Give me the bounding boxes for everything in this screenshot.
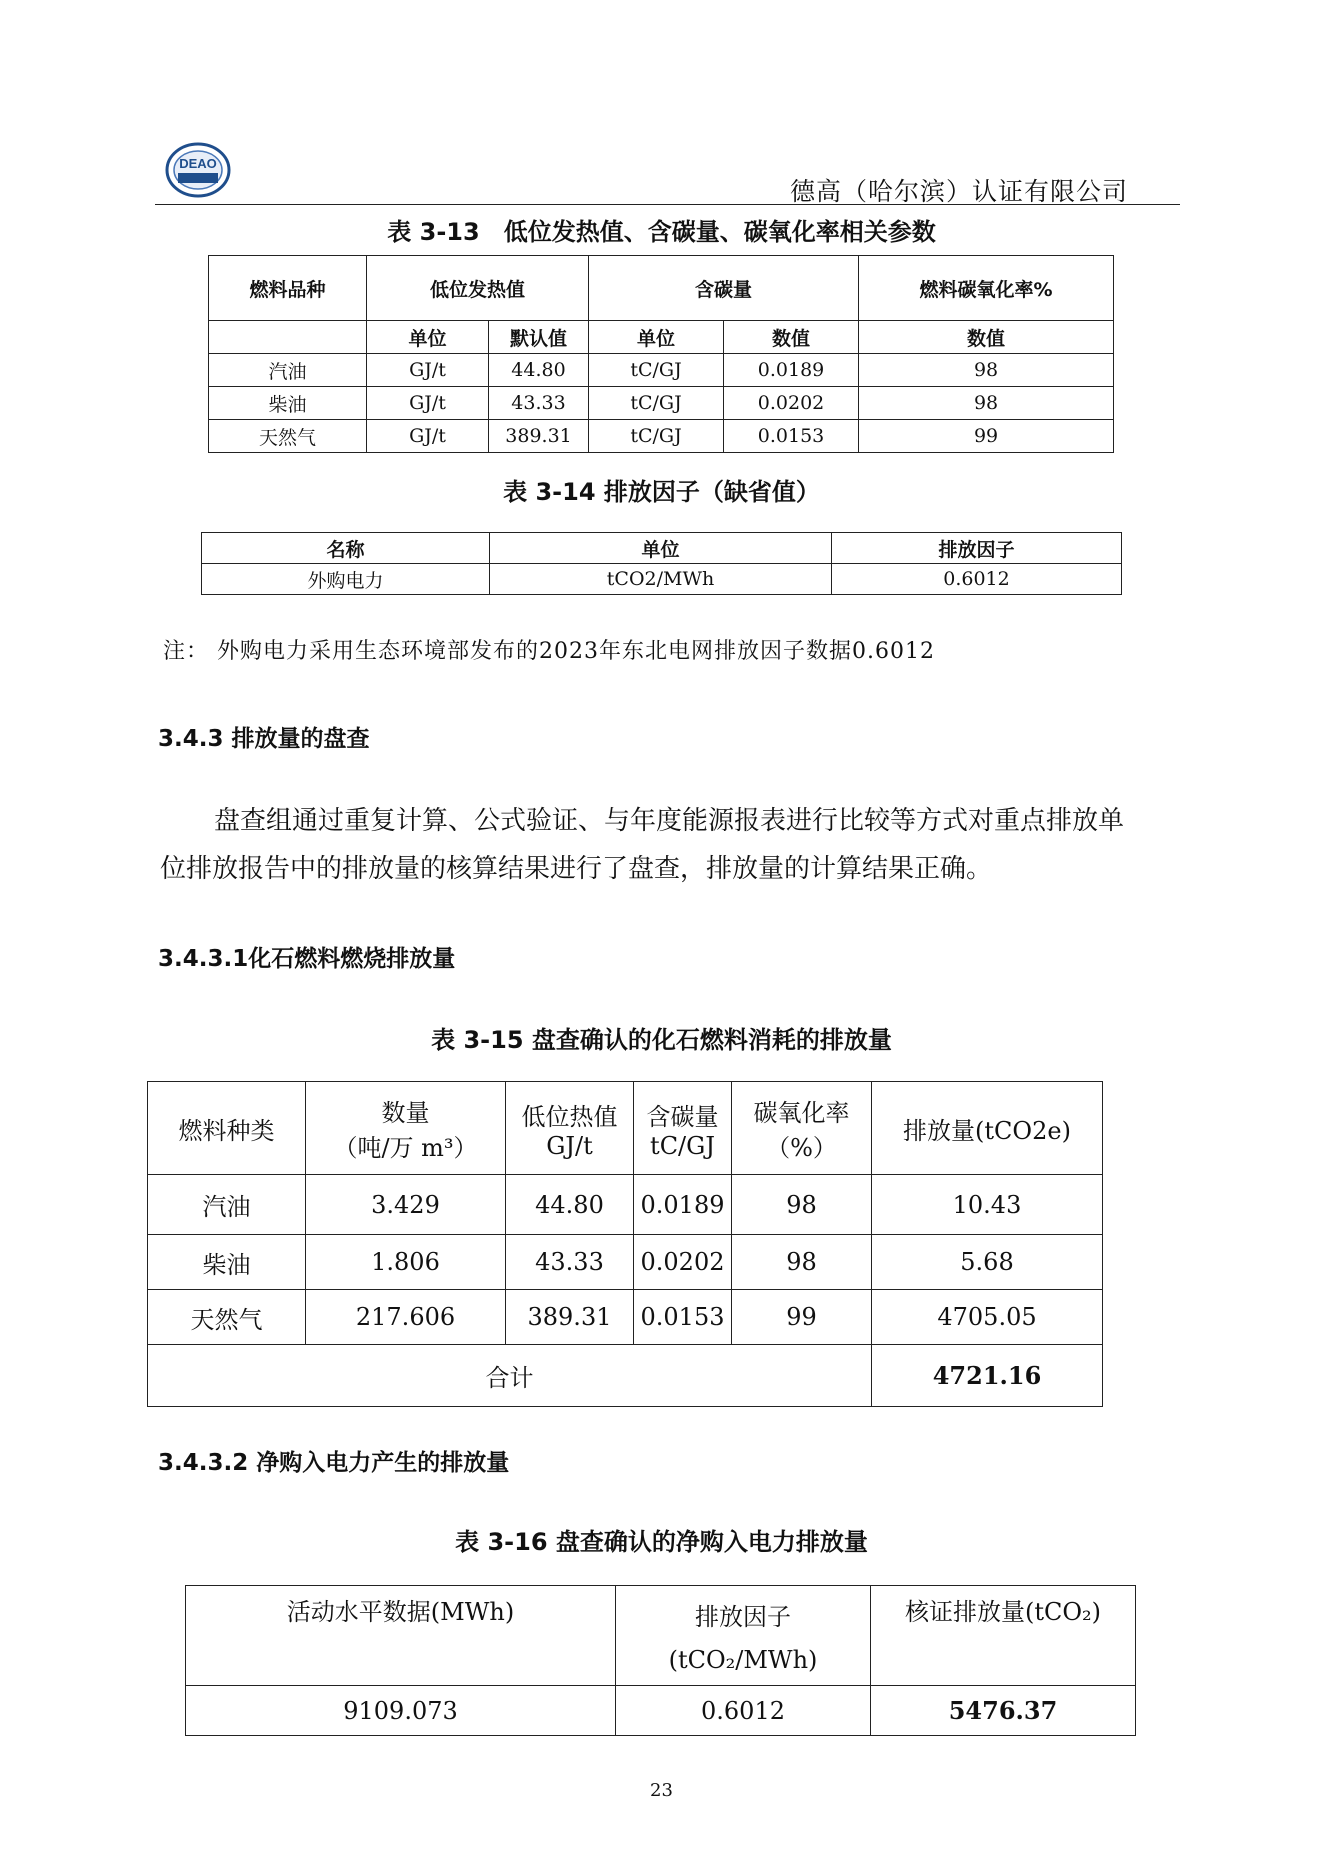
subheader-empty xyxy=(209,321,367,354)
header-oxidation-line2: （%） xyxy=(766,1134,837,1162)
header-carbon-line2: tC/GJ xyxy=(650,1131,715,1160)
subheader-default: 默认值 xyxy=(489,321,589,354)
header-unit: 单位 xyxy=(490,533,832,564)
company-name: 德高（哈尔滨）认证有限公司 xyxy=(790,177,1129,206)
header-factor-line1: 排放因子 xyxy=(695,1603,791,1631)
cell-ncv: 389.31 xyxy=(506,1290,634,1345)
header-ncv-line1: 低位热值 xyxy=(521,1102,618,1131)
cell-ncv: 389.31 xyxy=(489,420,589,453)
cell-factor: 0.6012 xyxy=(616,1686,871,1736)
cell-name: 外购电力 xyxy=(202,564,490,595)
header-oxidation xyxy=(732,1082,872,1175)
header-factor: 排放因子 xyxy=(832,533,1122,564)
header-fuel-type: 燃料种类 xyxy=(148,1082,306,1175)
subheader-unit: 单位 xyxy=(367,321,489,354)
table-3-14-caption: 表 3-14 排放因子（缺省值） xyxy=(503,478,820,506)
cell-quantity: 217.606 xyxy=(306,1290,506,1345)
header-oxidation: 燃料碳氧化率% xyxy=(859,256,1114,321)
header-carbon xyxy=(634,1082,732,1175)
cell-oxidation: 99 xyxy=(859,420,1114,453)
cell-emission: 5.68 xyxy=(872,1235,1103,1290)
cell-oxidation: 98 xyxy=(859,354,1114,387)
header-ncv xyxy=(506,1082,634,1175)
cell-unit: tC/GJ xyxy=(589,387,724,420)
header-activity: 活动水平数据(MWh) xyxy=(186,1586,616,1686)
table-3-14 xyxy=(201,532,1122,595)
header-emission: 排放量(tCO2e) xyxy=(872,1082,1103,1175)
header-carbon: 含碳量 xyxy=(589,256,859,321)
cell-unit: tC/GJ xyxy=(589,420,724,453)
table-3-15 xyxy=(147,1081,1103,1407)
cell-verified-emission: 5476.37 xyxy=(871,1686,1136,1736)
header-ncv-line2: GJ/t xyxy=(546,1131,593,1160)
cell-carbon: 0.0189 xyxy=(634,1175,732,1235)
header-oxidation-line1: 碳氧化率 xyxy=(753,1099,850,1127)
cell-factor: 0.6012 xyxy=(832,564,1122,595)
cell-fuel: 汽油 xyxy=(209,354,367,387)
cell-ncv: 43.33 xyxy=(506,1235,634,1290)
cell-carbon: 0.0202 xyxy=(724,387,859,420)
header-fuel: 燃料品种 xyxy=(209,256,367,321)
company-logo xyxy=(163,140,233,200)
header-quantity-line1: 数量 xyxy=(381,1099,430,1127)
cell-fuel-type: 柴油 xyxy=(148,1235,306,1290)
header-quantity-line2: （吨/万 m³） xyxy=(333,1134,478,1162)
paragraph-line-2: 位排放报告中的排放量的核算结果进行了盘查，排放量的计算结果正确。 xyxy=(160,854,993,884)
total-value: 4721.16 xyxy=(872,1345,1103,1407)
cell-unit: GJ/t xyxy=(367,420,489,453)
table-3-15-caption: 表 3-15 盘查确认的化石燃料消耗的排放量 xyxy=(431,1026,892,1054)
header-factor-line2: (tCO₂/MWh) xyxy=(668,1646,818,1674)
cell-quantity: 1.806 xyxy=(306,1235,506,1290)
table-row xyxy=(209,420,1114,453)
cell-carbon: 0.0202 xyxy=(634,1235,732,1290)
cell-ncv: 44.80 xyxy=(489,354,589,387)
note-text: 注： 外购电力采用生态环境部发布的2023年东北电网排放因子数据0.6012 xyxy=(163,639,935,664)
table-total-row xyxy=(148,1345,1103,1407)
table-3-16-caption: 表 3-16 盘查确认的净购入电力排放量 xyxy=(455,1528,868,1556)
subheader-value: 数值 xyxy=(724,321,859,354)
cell-oxidation: 98 xyxy=(732,1235,872,1290)
header-ncv: 低位发热值 xyxy=(367,256,589,321)
table-row xyxy=(148,1175,1103,1235)
table-row xyxy=(209,387,1114,420)
paragraph-line-1: 盘查组通过重复计算、公式验证、与年度能源报表进行比较等方式对重点排放单 xyxy=(214,806,1125,836)
cell-unit: GJ/t xyxy=(367,354,489,387)
header-name: 名称 xyxy=(202,533,490,564)
table-3-16 xyxy=(185,1585,1136,1736)
cell-carbon: 0.0189 xyxy=(724,354,859,387)
table-row xyxy=(148,1235,1103,1290)
cell-carbon: 0.0153 xyxy=(724,420,859,453)
header-divider xyxy=(155,204,1180,205)
header-carbon-line1: 含碳量 xyxy=(646,1102,719,1131)
cell-ncv: 44.80 xyxy=(506,1175,634,1235)
cell-unit: tCO2/MWh xyxy=(490,564,832,595)
subheader-value: 数值 xyxy=(859,321,1114,354)
cell-fuel-type: 天然气 xyxy=(148,1290,306,1345)
table-3-13 xyxy=(208,255,1114,453)
section-heading-3-4-3-2: 3.4.3.2 净购入电力产生的排放量 xyxy=(158,1450,510,1476)
table-3-13-caption: 表 3-13 低位发热值、含碳量、碳氧化率相关参数 xyxy=(387,218,936,246)
cell-emission: 10.43 xyxy=(872,1175,1103,1235)
total-label: 合计 xyxy=(148,1345,872,1407)
subheader-unit: 单位 xyxy=(589,321,724,354)
table-row xyxy=(186,1686,1136,1736)
header-quantity xyxy=(306,1082,506,1175)
cell-oxidation: 98 xyxy=(859,387,1114,420)
table-row xyxy=(209,354,1114,387)
cell-emission: 4705.05 xyxy=(872,1290,1103,1345)
cell-fuel-type: 汽油 xyxy=(148,1175,306,1235)
cell-unit: GJ/t xyxy=(367,387,489,420)
cell-activity: 9109.073 xyxy=(186,1686,616,1736)
table-row xyxy=(148,1290,1103,1345)
table-row xyxy=(202,564,1122,595)
section-heading-3-4-3-1: 3.4.3.1化石燃料燃烧排放量 xyxy=(158,946,456,972)
cell-fuel: 柴油 xyxy=(209,387,367,420)
header-verified-emission: 核证排放量(tCO₂) xyxy=(871,1586,1136,1686)
cell-oxidation: 99 xyxy=(732,1290,872,1345)
section-heading-3-4-3: 3.4.3 排放量的盘查 xyxy=(158,726,370,752)
cell-oxidation: 98 xyxy=(732,1175,872,1235)
page-number: 23 xyxy=(650,1780,673,1801)
header-factor xyxy=(616,1586,871,1686)
cell-fuel: 天然气 xyxy=(209,420,367,453)
cell-ncv: 43.33 xyxy=(489,387,589,420)
svg-text:DEAO: DEAO xyxy=(179,156,217,171)
cell-unit: tC/GJ xyxy=(589,354,724,387)
cell-quantity: 3.429 xyxy=(306,1175,506,1235)
cell-carbon: 0.0153 xyxy=(634,1290,732,1345)
